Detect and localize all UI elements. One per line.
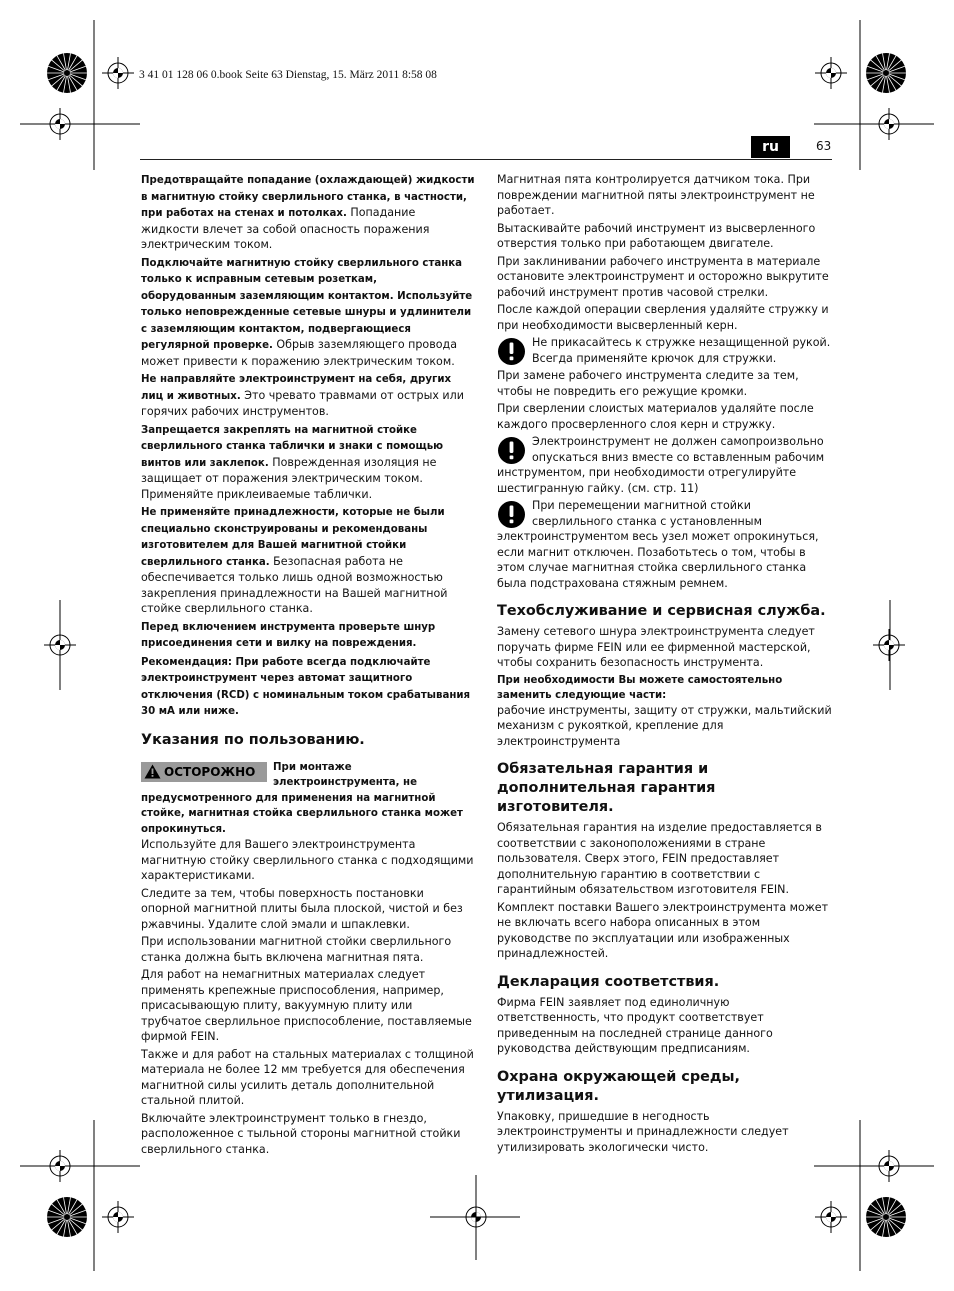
language-badge: ru — [751, 136, 790, 158]
section-heading-environment: Охрана окружающей среды, утилизация. — [497, 1068, 741, 1104]
paragraph: Включайте электроинструмент только в гнездо, расположенное с тыльной стороны магнитной стойки сверлильного станка. — [141, 1111, 461, 1156]
caution-label: ОСТОРОЖНО — [164, 764, 256, 779]
paragraph: Магнитная пята контролируется датчиком тока. При повреждении магнитной пяты электроинструмент не работает. — [497, 173, 815, 217]
print-slug: 3 41 01 128 06 0.book Seite 63 Dienstag, 15. März 2011 8:58 08 — [139, 69, 437, 81]
notice-text: Электроинструмент не должен самопроизвольно опускаться вниз вместе со вставленным рабочим инструментом, при необходимости отрегулируйте шестигранную гайку. (см. стр. 11) — [497, 435, 825, 495]
paragraph: Комплект поставки Вашего электроинструмента может не включать всего набора описанных в этом руководстве по эксплуатации или изображенных принадлежностей. — [497, 900, 829, 960]
right-column — [497, 172, 832, 1157]
paragraph: Обязательная гарантия на изделие предоставляется в соответствии с законоположениями в стране пользователя. Сверх этого, FEIN предоставляет дополнительную гарантию в соответствии с гарантийным обязательством изготовителя FEIN. — [497, 821, 822, 896]
left-column — [141, 172, 475, 1159]
paragraph: При заклинивании рабочего инструмента в материале остановите электроинструмент и осторожно выкрутите рабочий инструмент против часовой стрелки. — [497, 254, 829, 299]
paragraph: Также и для работ на стальных материалах с толщиной материала не более 12 мм требуется для обеспечения магнитной силы усилить деталь дополнительной стальной плитой. — [141, 1047, 474, 1107]
warning-triangle-icon — [144, 764, 161, 779]
notice-block — [497, 498, 832, 591]
notice-block — [497, 434, 832, 496]
paragraph: Не применяйте принадлежности, которые не были специально сконструированы и рекомендованы изготовителем для Вашей магнитной стойки сверлильного станка. Безопасная работа не обеспечивается только лишь одной возможностью закрепления принадлежности на Вашей магнитной стойке сверлильного станка. — [141, 507, 448, 615]
section-heading-usage: Указания по пользованию. — [141, 731, 365, 748]
paragraph: Подключайте магнитную стойку сверлильного станка только к исправным сетевым розеткам, оборудованным заземляющим контактом. Используйте только неповрежденные сетевые шнуры и удлинители с заземляющим контактом, подвергающиеся регулярной проверке. Обрыв заземляющего провода может привести к поражению электрическим током. — [141, 257, 473, 368]
paragraph: Предотвращайте попадание (охлаждающей) жидкости в магнитную стойку сверлильного станка, в частности, при работах на стенах и потолках. Попадание жидкости влечет за собой опасность поражения электрическим током. — [141, 175, 475, 251]
paragraph: Следите за тем, чтобы поверхность постановки опорной магнитной плиты была плоской, чистой и без ржавчины. Удалите слой эмали и шпаклевки. — [141, 886, 463, 931]
section-heading-declaration: Декларация соответствия. — [497, 973, 720, 990]
notice-text: Не прикасайтесь к стружке незащищенной рукой. Всегда применяйте крючок для стружки. — [532, 336, 831, 365]
page-number: 63 — [816, 139, 832, 153]
header-rule — [140, 159, 832, 160]
paragraph: Замену сетевого шнура электроинструмента следует поручать фирме FEIN или ее фирменной мастерской, чтобы сохранить безопасность инструмента. — [497, 625, 815, 669]
paragraph: При использовании магнитной стойки сверлильного станка должна быть включена магнитная пята. — [141, 935, 452, 964]
caution-block — [141, 760, 475, 838]
caution-badge — [141, 762, 267, 782]
paragraph: Вытаскивайте рабочий инструмент из высверленного отверстия только при работающем двигателе. — [497, 221, 816, 250]
paragraph: Запрещается закреплять на магнитной стойке сверлильного станка таблички и знаки с помощью винтов или заклепок. Поврежденная изоляция не защищает от поражения электрическим током. Применяйте приклеиваемые таблички. — [141, 424, 444, 501]
paragraph: Перед включением инструмента проверьте шнур присоединения сети и вилку на повреждения. — [141, 621, 436, 649]
caution-text: При монтаже электроинструмента, не предусмотренного для применения на магнитной стойке, магнитная стойка сверлильного станка может опрокинуться. — [141, 761, 463, 835]
paragraph: После каждой операции сверления удаляйте стружку и при необходимости высверленный керн. — [497, 303, 829, 332]
paragraph: Фирма FEIN заявляет под единоличную ответственность, что продукт соответствует приведенным на последней странице данного руководства действующим предписаниям. — [497, 995, 773, 1055]
paragraph: При замене рабочего инструмента следите за тем, чтобы не повредить его режущие кромки. — [497, 369, 799, 398]
paragraph: Для работ на немагнитных материалах следует применять крепежные приспособления, например, присасывающую плиту, вакуумную плиту или трубчатое сверлильное приспособление, поставляемые фирмой FEIN. — [141, 968, 472, 1043]
paragraph: Не направляйте электроинструмент на себя, других лиц и животных. Это чревато травмами от острых или горячих рабочих инструментов. — [141, 374, 464, 418]
section-heading-service: Техобслуживание и сервисная служба. — [497, 603, 826, 619]
notice-text: При перемещении магнитной стойки сверлильного станка с установленным электроинструментом весь узел может опрокинуться, если магнит отключен. Позаботьтесь о том, чтобы в этом случае магнитная стойка сверлильного станка была подстрахована стяжным ремнем. — [497, 499, 819, 590]
paragraph: рабочие инструменты, защиту от стружки, мальтийский механизм с рукояткой, крепление для электроинструмента — [497, 703, 832, 748]
exclamation-circle-icon — [497, 500, 526, 529]
exclamation-circle-icon — [497, 436, 526, 465]
notice-block — [497, 335, 832, 366]
exclamation-circle-icon — [497, 337, 526, 366]
paragraph: Рекомендация: При работе всегда подключайте электроинструмент через автомат защитного отключения (RCD) с номинальным током срабатывания 30 мА или ниже. — [141, 656, 471, 717]
paragraph: Упаковку, пришедшие в негодность электроинструменты и принадлежности следует утилизировать экологически чисто. — [497, 1109, 789, 1154]
paragraph: При сверлении слоистых материалов удаляйте после каждого просверленного слоя керн и стружку. — [497, 402, 814, 431]
subheading: При необходимости Вы можете самостоятельно заменить следующие части: — [497, 674, 783, 701]
section-heading-warranty: Обязательная гарантия и дополнительная гарантия изготовителя. — [497, 761, 716, 815]
paragraph: Используйте для Вашего электроинструмента магнитную стойку сверлильного станка с подходящими характеристиками. — [141, 838, 474, 882]
